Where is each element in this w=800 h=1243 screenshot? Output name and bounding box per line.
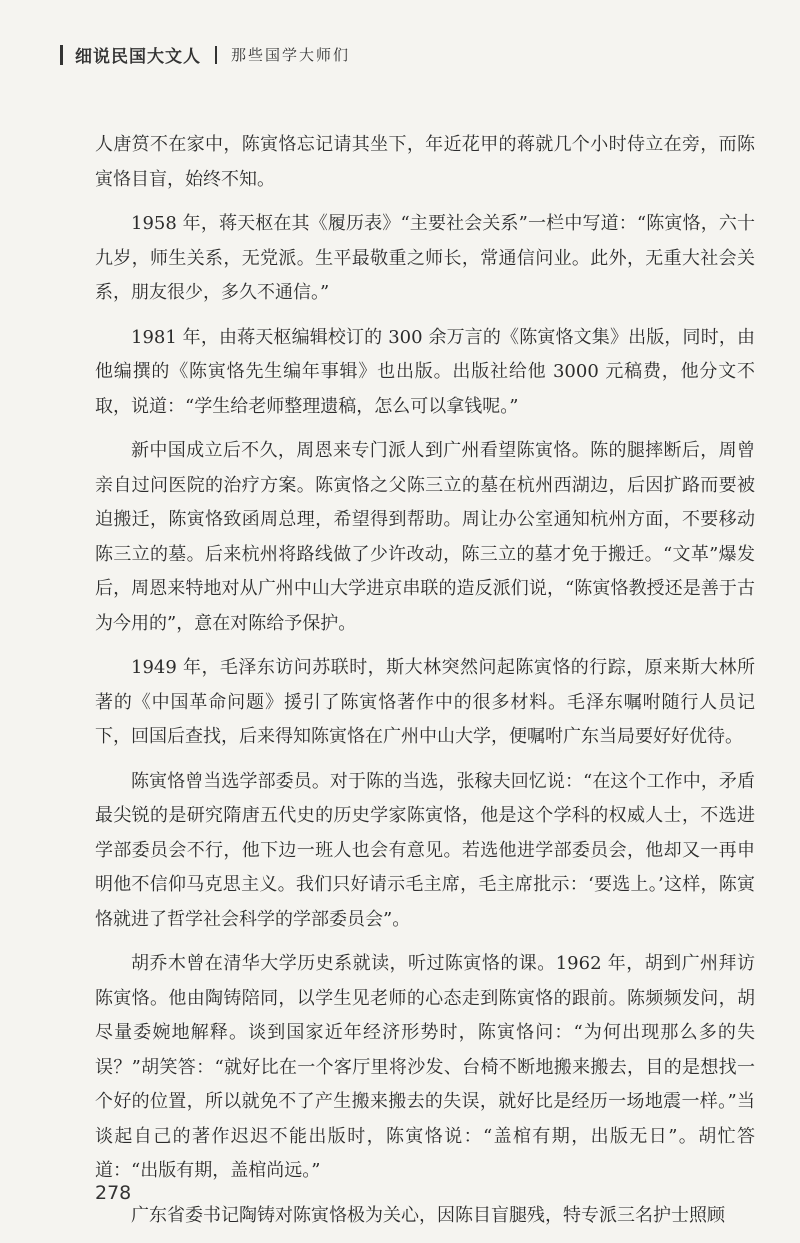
paragraph: 1981 年，由蒋天枢编辑校订的 300 余万言的《陈寅恪文集》出版，同时，由他编撰的《陈寅恪先生编年事辑》也出版。出版社给他 3000 元稿费，他分文不取，说道：“学生给老师整理遗稿，怎么可以拿钱呢。” xyxy=(95,326,755,417)
header-separator xyxy=(215,46,217,64)
paragraph: 陈寅恪曾当选学部委员。对于陈的当选，张稼夫回忆说：“在这个工作中，矛盾最尖锐的是研究隋唐五代史的历史学家陈寅恪，他是这个学科的权威人士，不选进学部委员会不行，他下边一班人也会有意见。若选他进学部委员会，他却又一再申明他不信仰马克思主义。我们只好请示毛主席，毛主席批示：‘要选上。’这样，陈寅恪就进了哲学社会科学的学部委员会”。 xyxy=(95,770,755,930)
header-left-rule xyxy=(60,45,63,65)
paragraph: 1958 年，蒋天枢在其《履历表》“主要社会关系”一栏中写道：“陈寅恪，六十九岁，师生关系，无党派。生平最敬重之师长，常通信问业。此外，无重大社会关系，朋友很少，多久不通信。” xyxy=(95,213,755,303)
running-header xyxy=(60,42,350,67)
body-text xyxy=(95,128,755,1243)
paragraph: 新中国成立后不久，周恩来专门派人到广州看望陈寅恪。陈的腿摔断后，周曾亲自过问医院的治疗方案。陈寅恪之父陈三立的墓在杭州西湖边，后因扩路而要被迫搬迁，陈寅恪致函周总理，希望得到帮助。周让办公室通知杭州方面，不要移动陈三立的墓。后来杭州将路线做了少许改动，陈三立的墓才免于搬迁。“文革”爆发后，周恩来特地对从广州中山大学进京串联的造反派们说，“陈寅恪教授还是善于古为今用的”，意在对陈给予保护。 xyxy=(95,440,755,634)
page-number: 278 xyxy=(95,1182,132,1204)
paragraph: 1949 年，毛泽东访问苏联时，斯大林突然问起陈寅恪的行踪，原来斯大林所著的《中国革命问题》援引了陈寅恪著作中的很多材料。毛泽东嘱咐随行人员记下，回国后查找，后来得知陈寅恪在广州中山大学，便嘱咐广东当局要好好优待。 xyxy=(95,657,755,747)
header-book-title: 细说民国大文人 xyxy=(75,47,201,67)
paragraph: 广东省委书记陶铸对陈寅恪极为关心，因陈目盲腿残，特专派三名护士照顾 xyxy=(131,1204,725,1226)
header-chapter-title: 那些国学大师们 xyxy=(231,46,351,64)
paragraph: 胡乔木曾在清华大学历史系就读，听过陈寅恪的课。1962 年，胡到广州拜访陈寅恪。他由陶铸陪同，以学生见老师的心态走到陈寅恪的跟前。陈频频发问，胡尽量委婉地解释。谈到国家近年经济形势时，陈寅恪问：“为何出现那么多的失误？”胡笑答：“就好比在一个客厅里将沙发、台椅不断地搬来搬去，目的是想找一个好的位置，所以就免不了产生搬来搬去的失误，就好比是经历一场地震一样。”当谈起自己的著作迟迟不能出版时，陈寅恪说：“盖棺有期，出版无日”。胡忙答道：“出版有期，盖棺尚远。” xyxy=(95,953,755,1181)
paragraph: 人唐筼不在家中，陈寅恪忘记请其坐下，年近花甲的蒋就几个小时侍立在旁，而陈寅恪目盲，始终不知。 xyxy=(95,134,755,190)
